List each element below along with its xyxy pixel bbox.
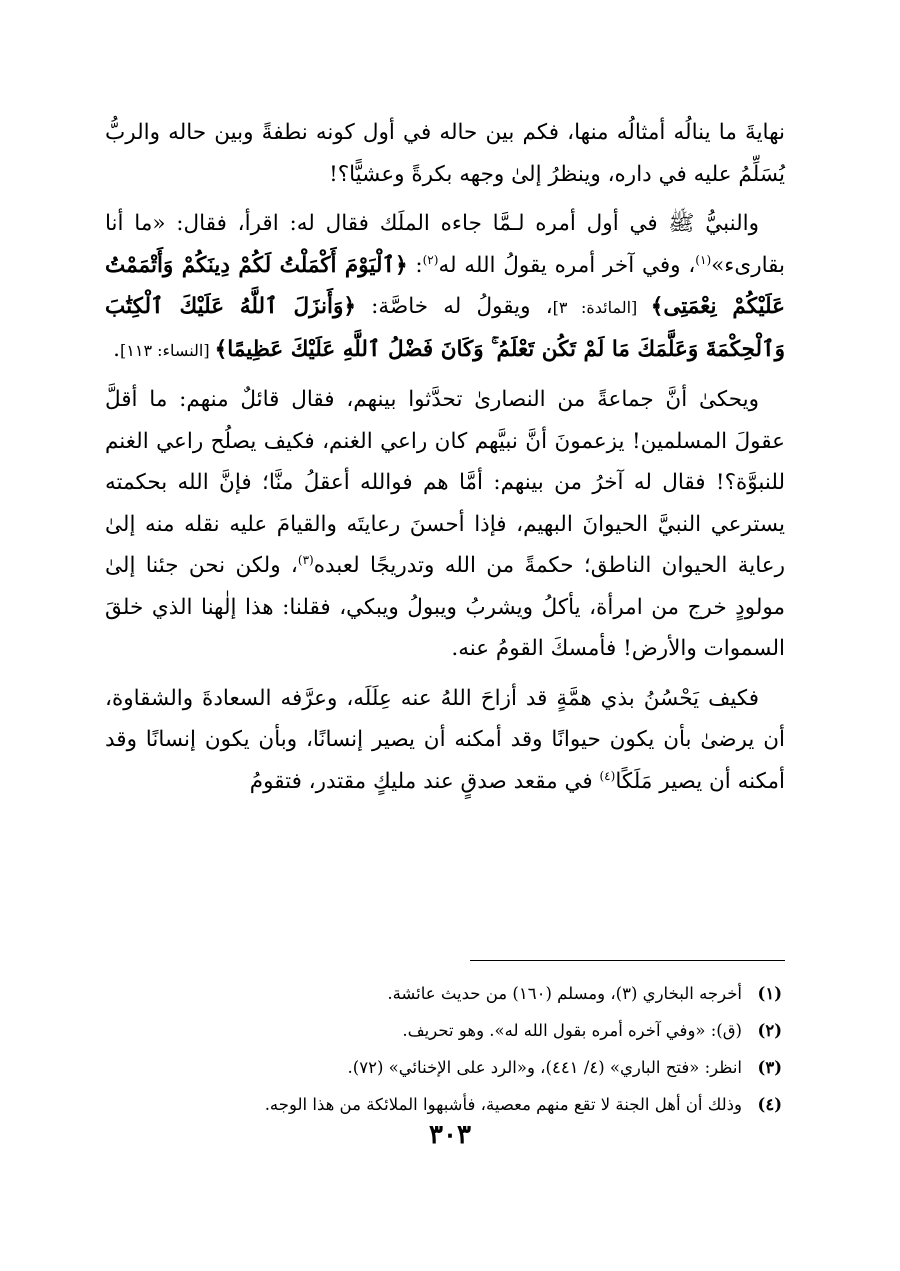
footnote-ref-2[interactable]: (٢) <box>422 252 439 267</box>
paragraph-3-text-b: ، ولكن نحن جئنا إلىٰ مولودٍ خرج من امرأة، يأكلُ ويشربُ ويبولُ ويبكي، فقلنا: هذا إلٰهنا الذي خلقَ السموات والأرض! فأمسكَ القومُ عنه. <box>105 553 785 661</box>
paragraph-4-text-b: في مقعد صدقٍ عند مليكٍ مقتدر، فتقومُ <box>249 768 600 794</box>
paragraph-1 <box>105 112 785 195</box>
footnote-3 <box>102 1049 782 1086</box>
footnote-number: (٤) <box>757 1095 782 1114</box>
footnote-text: أخرجه البخاري (٣)، ومسلم (١٦٠) من حديث عائشة. <box>387 984 742 1003</box>
paragraph-2-text-e: . <box>113 336 121 362</box>
paragraph-2-text-a: والنبيُّ ﷺ في أول أمره لـمَّا جاءه الملَك فقال له: اقرأ، فقال: «ما أنا بقارىء» <box>105 211 786 278</box>
footnote-ref-1[interactable]: (١) <box>695 252 712 267</box>
footnote-4 <box>102 1086 782 1123</box>
footnote-number: (٣) <box>757 1058 782 1077</box>
footnote-number: (٢) <box>757 1021 782 1040</box>
quran-verse-1: ﴿ٱلْيَوْمَ أَكْمَلْتُ لَكُمْ دِينَكُمْ وَأَتْمَمْتُ عَلَيْكُمْ نِعْمَتِى﴾ <box>105 252 785 319</box>
paragraph-3 <box>105 379 785 670</box>
footnote-text: انظر: «فتح الباري» (٤/ ٤٤١)، و«الرد على الإخنائي» (٧٢). <box>347 1058 742 1077</box>
footnote-divider <box>470 960 785 961</box>
verse-reference-2: [النساء: ١١٣] <box>120 340 215 360</box>
paragraph-2-text-d: ، ويقولُ له خاصَّة: <box>355 294 553 319</box>
main-text <box>105 112 785 810</box>
page-number: ٣٠٣ <box>429 1120 471 1150</box>
footnote-ref-3[interactable]: (٣) <box>297 552 314 567</box>
footnotes <box>102 975 782 1123</box>
footnote-text: (ق): «وفي آخره أمره بقول الله له». وهو تحريف. <box>402 1021 742 1040</box>
footnote-text: وذلك أن أهل الجنة لا تقع منهم معصية، فأشبهوا الملائكة من هذا الوجه. <box>264 1095 742 1114</box>
quran-verse-2: ﴿وَأَنزَلَ ٱللَّهُ عَلَيْكَ ٱلْكِتَٰبَ وَٱلْحِكْمَةَ وَعَلَّمَكَ مَا لَمْ تَكُن تَعْلَمُ ۚ وَكَانَ فَضْلُ ٱللَّهِ عَلَيْكَ عَظِيمًا﴾ <box>105 294 785 362</box>
paragraph-3-text-a: ويحكىٰ أنَّ جماعةً من النصارىٰ تحدَّثوا بينهم، فقال قائلٌ منهم: ما أقلَّ عقولَ المسلمين! يزعمونَ أنَّ نبيَّهم كان راعي الغنم، فكيف يصلُح راعي الغنم للنبوَّة؟! فقال له آخرُ من بينهم: أمَّا هم فوالله أعقلُ منَّا؛ فإنَّ الله بحكمته يسترعي النبيَّ الحيوانَ البهيم، فإذا أحسنَ رعايتَه والقيامَ عليه نقله منه إلىٰ رعاية الحيوان الناطق؛ حكمةً من الله وتدريجًا لعبده <box>105 387 785 578</box>
paragraph-2 <box>105 203 785 371</box>
paragraph-4 <box>105 678 785 803</box>
paragraph-2-text-b: ، وفي آخر أمره يقولُ الله له <box>438 252 696 278</box>
footnote-ref-4[interactable]: (٤) <box>599 768 616 783</box>
footnote-2 <box>102 1012 782 1049</box>
paragraph-4-text-a: فكيف يَحْسُنُ بذي همَّةٍ قد أزاحَ اللهُ عنه عِلَلَه، وعرَّفه السعادةَ والشقاوة، أن يرضىٰ بأن يكون حيوانًا وقد أمكنه أن يصير إنسانًا، وبأن يكون إنسانًا وقد أمكنه أن يصير مَلَكًا <box>105 685 785 794</box>
footnote-1 <box>102 975 782 1012</box>
footnote-number: (١) <box>757 984 782 1003</box>
paragraph-2-text-c: : <box>407 252 423 278</box>
verse-reference-1: [المائدة: ٣] <box>552 298 651 317</box>
paragraph-1-text: نهايةَ ما ينالُه أمثالُه منها، فكم بين حاله في أول كونه نطفةً وبين حاله والربُّ يُسَلِّمُ عليه في داره، وينظرُ إلىٰ وجهه بكرةً وعشيًّا؟! <box>105 120 785 187</box>
